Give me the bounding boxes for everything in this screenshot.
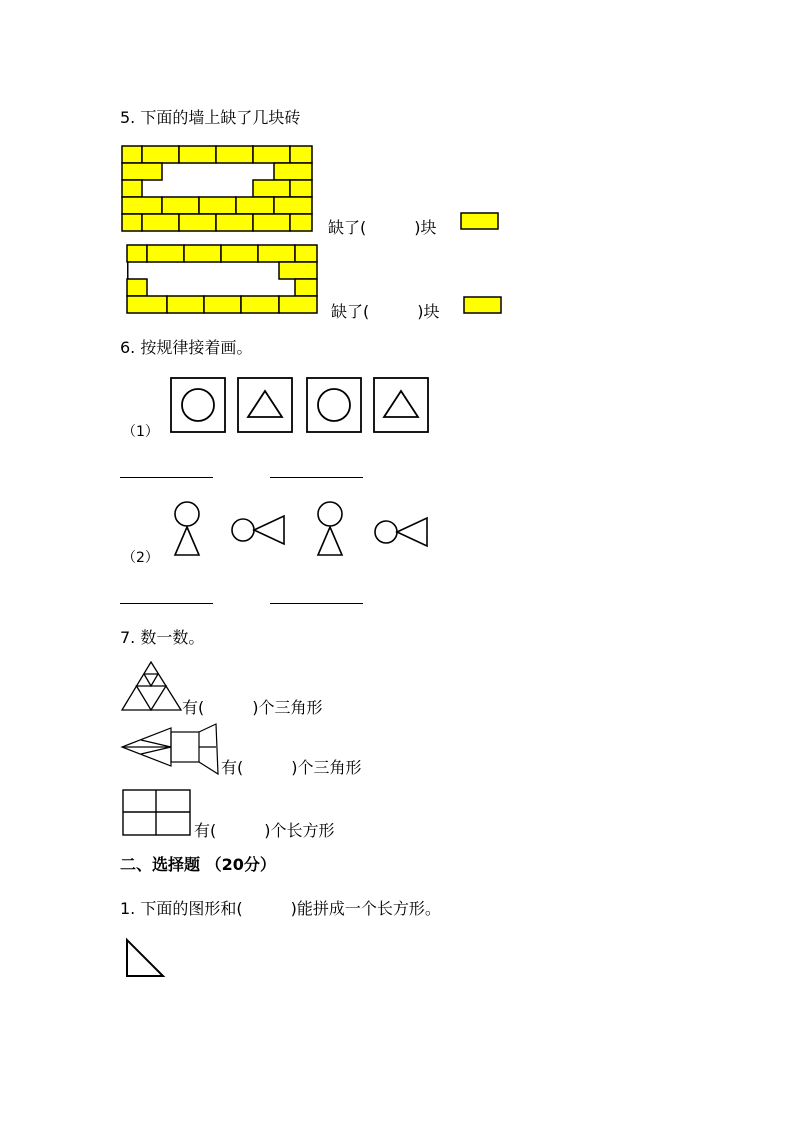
pattern-2 [170, 500, 432, 562]
right-triangle-figure [125, 938, 167, 980]
q5-title: 5. 下面的墙上缺了几块砖 [120, 108, 301, 127]
triangle-figure [121, 660, 183, 712]
brick-icon-1 [460, 212, 500, 230]
brick-icon-2 [463, 296, 503, 314]
q6-title: 6. 按规律接着画。 [120, 338, 253, 357]
q7-title: 7. 数一数。 [120, 628, 205, 647]
answer-blank-1a[interactable] [120, 477, 213, 478]
pattern-1 [170, 377, 432, 435]
q7-a-answer: 有( )个三角形 [182, 698, 323, 717]
answer-blank-2a[interactable] [120, 603, 213, 604]
rectangle-figure [122, 789, 192, 837]
section2-heading: 二、选择题 （20分） [120, 855, 276, 874]
q5-row2-answer: 缺了( )块 [331, 302, 440, 321]
q7-c-answer: 有( )个长方形 [194, 821, 335, 840]
q6-part2-label: （2） [122, 550, 159, 566]
q5-row1-answer: 缺了( )块 [328, 218, 437, 237]
section2-q1: 1. 下面的图形和( )能拼成一个长方形。 [120, 899, 441, 918]
q6-part1-label: （1） [122, 424, 159, 440]
brick-wall-2 [127, 245, 319, 315]
brick-wall-1 [122, 146, 314, 232]
q7-b-answer: 有( )个三角形 [221, 758, 362, 777]
fish-figure [121, 722, 221, 778]
answer-blank-2b[interactable] [270, 603, 363, 604]
answer-blank-1b[interactable] [270, 477, 363, 478]
